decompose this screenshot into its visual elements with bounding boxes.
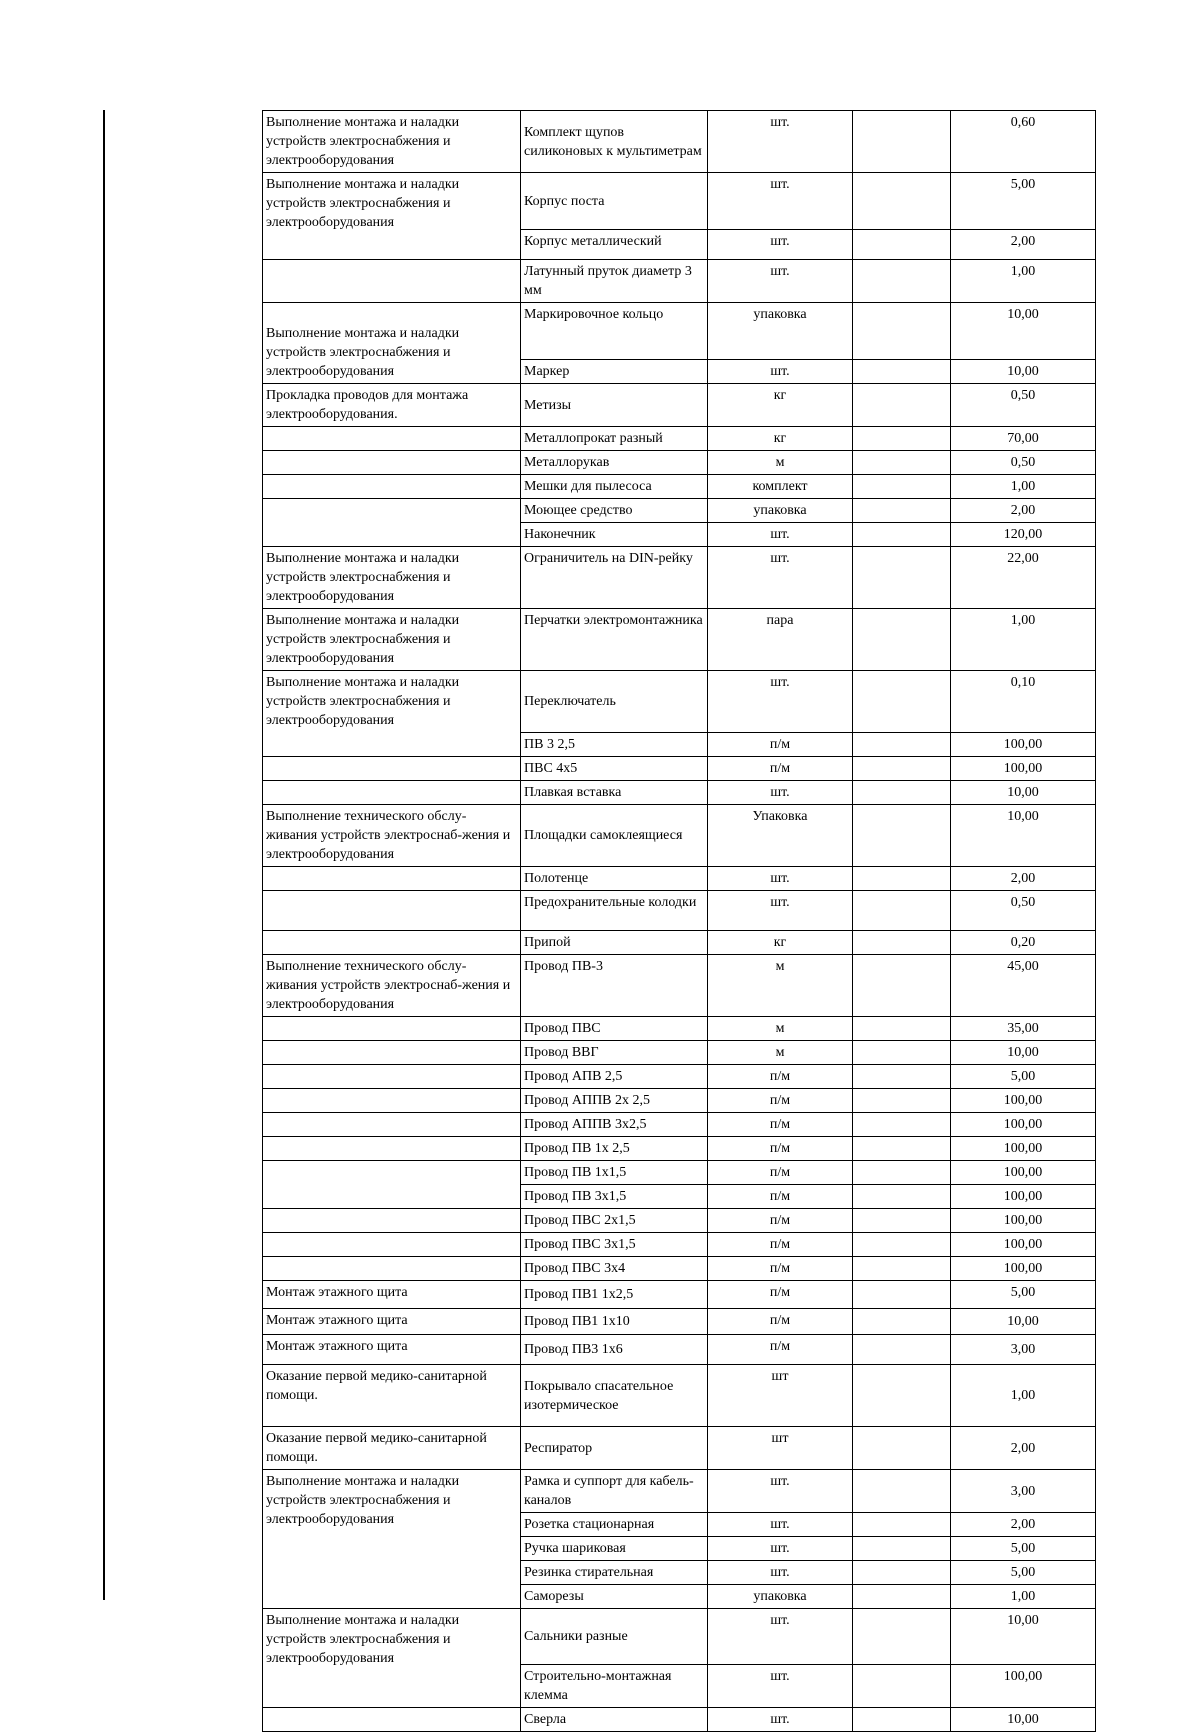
empty-cell [853,805,951,867]
table-row [263,451,1096,475]
table-row [263,1137,1096,1161]
quantity-cell: 0,50 [951,451,1096,475]
empty-cell [853,475,951,499]
table-row [263,1257,1096,1281]
quantity-cell: 1,00 [951,260,1096,303]
activity-cell [263,475,521,499]
activity-cell [263,1137,521,1161]
item-name-cell: ПВ 3 2,5 [521,733,708,757]
unit-cell: м [708,955,853,1017]
item-name-cell: Перчатки электромонтажника [521,609,708,671]
unit-cell: м [708,1041,853,1065]
empty-cell [853,1470,951,1513]
unit-cell: упаковка [708,499,853,523]
quantity-cell: 0,50 [951,891,1096,931]
unit-cell: шт. [708,111,853,173]
empty-cell [853,1708,951,1732]
empty-cell [853,955,951,1017]
item-name-cell: Покрывало спасательное изотермическое [521,1365,708,1427]
empty-cell [853,1427,951,1470]
item-name-cell: Саморезы [521,1585,708,1609]
activity-cell [263,451,521,475]
unit-cell: упаковка [708,303,853,360]
empty-cell [853,427,951,451]
table-row [263,384,1096,427]
table-row [263,303,1096,360]
quantity-cell: 100,00 [951,1113,1096,1137]
item-name-cell: Провод ПВС 2х1,5 [521,1209,708,1233]
item-name-cell: Наконечник [521,523,708,547]
empty-cell [853,1609,951,1665]
empty-cell [853,1017,951,1041]
unit-cell: кг [708,427,853,451]
empty-cell [853,303,951,360]
table-row [263,1427,1096,1470]
table-row [263,955,1096,1017]
quantity-cell: 2,00 [951,1427,1096,1470]
item-name-cell: Металлорукав [521,451,708,475]
empty-cell [853,733,951,757]
empty-cell [853,547,951,609]
item-name-cell: Ручка шариковая [521,1537,708,1561]
materials-table [262,110,1096,1732]
item-name-cell: Сверла [521,1708,708,1732]
unit-cell: шт. [708,230,853,260]
empty-cell [853,523,951,547]
empty-cell [853,931,951,955]
activity-cell [263,1017,521,1041]
quantity-cell: 100,00 [951,1137,1096,1161]
empty-cell [853,1233,951,1257]
table-row [263,1309,1096,1335]
empty-cell [853,757,951,781]
item-name-cell: Маркер [521,360,708,384]
table-row [263,1041,1096,1065]
empty-cell [853,1365,951,1427]
activity-cell: Выполнение монтажа и наладки устройств электроснабжения и электрооборудования [263,1470,521,1609]
table-row [263,805,1096,867]
empty-cell [853,1513,951,1537]
empty-cell [853,499,951,523]
quantity-cell: 100,00 [951,1161,1096,1185]
item-name-cell: Маркировочное кольцо [521,303,708,360]
unit-cell: шт. [708,173,853,230]
item-name-cell: Провод ПВС 3х1,5 [521,1233,708,1257]
quantity-cell: 1,00 [951,609,1096,671]
activity-cell: Оказание первой медико-санитарной помощи. [263,1427,521,1470]
unit-cell: п/м [708,1209,853,1233]
unit-cell: шт. [708,360,853,384]
item-name-cell: Провод ПВ 3х1,5 [521,1185,708,1209]
item-name-cell: Провод АППВ 3х2,5 [521,1113,708,1137]
table-row [263,1365,1096,1427]
item-name-cell: Моющее средство [521,499,708,523]
unit-cell: п/м [708,1161,853,1185]
activity-cell [263,499,521,547]
quantity-cell: 5,00 [951,1537,1096,1561]
empty-cell [853,1585,951,1609]
empty-cell [853,1113,951,1137]
unit-cell: шт. [708,891,853,931]
quantity-cell: 3,00 [951,1335,1096,1365]
item-name-cell: Провод ПВ 1х1,5 [521,1161,708,1185]
unit-cell: комплект [708,475,853,499]
quantity-cell: 120,00 [951,523,1096,547]
empty-cell [853,1537,951,1561]
empty-cell [853,230,951,260]
item-name-cell: Корпус поста [521,173,708,230]
empty-cell [853,260,951,303]
unit-cell: шт. [708,1561,853,1585]
activity-cell: Монтаж этажного щита [263,1309,521,1335]
unit-cell: шт. [708,547,853,609]
table-row [263,260,1096,303]
unit-cell: шт. [708,1470,853,1513]
activity-cell: Выполнение монтажа и наладки устройств электроснабжения и электрооборудования [263,303,521,384]
activity-cell: Выполнение монтажа и наладки устройств электроснабжения и электрооборудования [263,547,521,609]
activity-cell: Выполнение монтажа и наладки устройств электроснабжения и электрооборудования [263,671,521,757]
item-name-cell: Плавкая вставка [521,781,708,805]
table-row [263,1335,1096,1365]
activity-cell [263,1708,521,1732]
item-name-cell: Ограничитель на DIN-рейку [521,547,708,609]
empty-cell [853,451,951,475]
table-row [263,609,1096,671]
table-row [263,1281,1096,1309]
quantity-cell: 100,00 [951,1185,1096,1209]
quantity-cell: 10,00 [951,1041,1096,1065]
quantity-cell: 100,00 [951,1257,1096,1281]
table-row [263,499,1096,523]
unit-cell: шт. [708,523,853,547]
table-row [263,867,1096,891]
activity-cell [263,1041,521,1065]
empty-cell [853,1665,951,1708]
activity-cell: Выполнение монтажа и наладки устройств электроснабжения и электрооборудования [263,1609,521,1708]
activity-cell [263,1089,521,1113]
quantity-cell: 2,00 [951,499,1096,523]
unit-cell: шт [708,1427,853,1470]
empty-cell [853,1335,951,1365]
activity-cell: Монтаж этажного щита [263,1281,521,1309]
activity-cell: Выполнение монтажа и наладки устройств электроснабжения и электрооборудования [263,609,521,671]
empty-cell [853,1281,951,1309]
activity-cell [263,260,521,303]
unit-cell: шт. [708,1665,853,1708]
item-name-cell: Припой [521,931,708,955]
quantity-cell: 100,00 [951,1665,1096,1708]
empty-cell [853,781,951,805]
table-row [263,931,1096,955]
item-name-cell: Резинка стирательная [521,1561,708,1585]
unit-cell: шт. [708,1513,853,1537]
item-name-cell: Провод ПВ1 1х10 [521,1309,708,1335]
empty-cell [853,1561,951,1585]
item-name-cell: Латунный пруток диаметр 3 мм [521,260,708,303]
table-row [263,781,1096,805]
unit-cell: п/м [708,1137,853,1161]
quantity-cell: 10,00 [951,360,1096,384]
empty-cell [853,384,951,427]
unit-cell: п/м [708,1309,853,1335]
table-row [263,757,1096,781]
empty-cell [853,1089,951,1113]
quantity-cell: 100,00 [951,1233,1096,1257]
table-row [263,1089,1096,1113]
quantity-cell: 2,00 [951,1513,1096,1537]
quantity-cell: 3,00 [951,1470,1096,1513]
item-name-cell: Респиратор [521,1427,708,1470]
quantity-cell: 0,50 [951,384,1096,427]
empty-cell [853,1041,951,1065]
activity-cell [263,931,521,955]
item-name-cell: Провод ПВ 1х 2,5 [521,1137,708,1161]
table-row [263,173,1096,230]
empty-cell [853,173,951,230]
unit-cell: кг [708,384,853,427]
activity-cell [263,1161,521,1209]
activity-cell [263,1065,521,1089]
item-name-cell: Переключатель [521,671,708,733]
quantity-cell: 100,00 [951,733,1096,757]
empty-cell [853,1161,951,1185]
quantity-cell: 5,00 [951,173,1096,230]
table-row [263,111,1096,173]
activity-cell [263,1257,521,1281]
table-row [263,427,1096,451]
unit-cell: п/м [708,1065,853,1089]
table-row [263,1609,1096,1665]
activity-cell: Выполнение монтажа и наладки устройств электроснабжения и электрооборудования [263,111,521,173]
empty-cell [853,891,951,931]
table-row [263,1065,1096,1089]
table-row [263,891,1096,931]
empty-cell [853,360,951,384]
quantity-cell: 10,00 [951,1609,1096,1665]
table-row [263,1209,1096,1233]
unit-cell: п/м [708,1233,853,1257]
activity-cell [263,757,521,781]
item-name-cell: ПВС 4х5 [521,757,708,781]
unit-cell: пара [708,609,853,671]
quantity-cell: 5,00 [951,1281,1096,1309]
quantity-cell: 1,00 [951,475,1096,499]
quantity-cell: 1,00 [951,1365,1096,1427]
empty-cell [853,1065,951,1089]
left-margin-line [103,110,105,1600]
empty-cell [853,1257,951,1281]
unit-cell: п/м [708,1257,853,1281]
unit-cell: п/м [708,1185,853,1209]
empty-cell [853,867,951,891]
table-row [263,1233,1096,1257]
quantity-cell: 10,00 [951,781,1096,805]
activity-cell [263,867,521,891]
item-name-cell: Провод ПВ3 1х6 [521,1335,708,1365]
activity-cell [263,1113,521,1137]
quantity-cell: 45,00 [951,955,1096,1017]
unit-cell: п/м [708,1113,853,1137]
quantity-cell: 2,00 [951,230,1096,260]
quantity-cell: 1,00 [951,1585,1096,1609]
activity-cell: Прокладка проводов для монтажа электрооборудования. [263,384,521,427]
item-name-cell: Предохранительные колодки [521,891,708,931]
table-row [263,671,1096,733]
item-name-cell: Провод АППВ 2х 2,5 [521,1089,708,1113]
unit-cell: шт. [708,1708,853,1732]
unit-cell: п/м [708,1335,853,1365]
unit-cell: п/м [708,1281,853,1309]
activity-cell: Выполнение монтажа и наладки устройств электроснабжения и электрооборудования [263,173,521,260]
activity-cell: Выполнение технического обслу-живания устройств электроснаб-жения и электрооборудования [263,805,521,867]
item-name-cell: Провод ПВ1 1х2,5 [521,1281,708,1309]
unit-cell: п/м [708,1089,853,1113]
item-name-cell: Комплект щупов силиконовых к мультиметрам [521,111,708,173]
table-row [263,547,1096,609]
unit-cell: шт. [708,671,853,733]
quantity-cell: 10,00 [951,1309,1096,1335]
quantity-cell: 5,00 [951,1065,1096,1089]
item-name-cell: Корпус металлический [521,230,708,260]
activity-cell [263,1233,521,1257]
empty-cell [853,609,951,671]
activity-cell: Монтаж этажного щита [263,1335,521,1365]
unit-cell: кг [708,931,853,955]
activity-cell [263,1209,521,1233]
quantity-cell: 35,00 [951,1017,1096,1041]
unit-cell: шт. [708,867,853,891]
unit-cell: шт. [708,260,853,303]
item-name-cell: Полотенце [521,867,708,891]
unit-cell: шт. [708,781,853,805]
quantity-cell: 10,00 [951,303,1096,360]
unit-cell: п/м [708,733,853,757]
unit-cell: шт. [708,1537,853,1561]
item-name-cell: Провод ВВГ [521,1041,708,1065]
unit-cell: м [708,451,853,475]
quantity-cell: 100,00 [951,1089,1096,1113]
table-row [263,1470,1096,1513]
unit-cell: упаковка [708,1585,853,1609]
unit-cell: Упаковка [708,805,853,867]
table-row [263,1161,1096,1185]
quantity-cell: 0,10 [951,671,1096,733]
table-row [263,1708,1096,1732]
quantity-cell: 0,20 [951,931,1096,955]
table-row [263,475,1096,499]
quantity-cell: 22,00 [951,547,1096,609]
activity-cell [263,891,521,931]
item-name-cell: Провод АПВ 2,5 [521,1065,708,1089]
quantity-cell: 10,00 [951,805,1096,867]
quantity-cell: 70,00 [951,427,1096,451]
empty-cell [853,111,951,173]
unit-cell: п/м [708,757,853,781]
activity-cell [263,781,521,805]
item-name-cell: Розетка стационарная [521,1513,708,1537]
empty-cell [853,671,951,733]
item-name-cell: Сальники разные [521,1609,708,1665]
unit-cell: шт. [708,1609,853,1665]
item-name-cell: Мешки для пылесоса [521,475,708,499]
quantity-cell: 100,00 [951,1209,1096,1233]
empty-cell [853,1185,951,1209]
item-name-cell: Строительно-монтажная клемма [521,1665,708,1708]
quantity-cell: 2,00 [951,867,1096,891]
quantity-cell: 10,00 [951,1708,1096,1732]
quantity-cell: 5,00 [951,1561,1096,1585]
empty-cell [853,1209,951,1233]
empty-cell [853,1309,951,1335]
unit-cell: шт [708,1365,853,1427]
activity-cell: Выполнение технического обслу-живания устройств электроснаб-жения и электрооборудования [263,955,521,1017]
table-row [263,1017,1096,1041]
item-name-cell: Метизы [521,384,708,427]
item-name-cell: Провод ПВС [521,1017,708,1041]
item-name-cell: Металлопрокат разный [521,427,708,451]
empty-cell [853,1137,951,1161]
table-row [263,1113,1096,1137]
item-name-cell: Рамка и суппорт для кабель-каналов [521,1470,708,1513]
unit-cell: м [708,1017,853,1041]
activity-cell [263,427,521,451]
item-name-cell: Площадки самоклеящиеся [521,805,708,867]
item-name-cell: Провод ПВ-3 [521,955,708,1017]
quantity-cell: 0,60 [951,111,1096,173]
item-name-cell: Провод ПВС 3х4 [521,1257,708,1281]
quantity-cell: 100,00 [951,757,1096,781]
activity-cell: Оказание первой медико-санитарной помощи. [263,1365,521,1427]
